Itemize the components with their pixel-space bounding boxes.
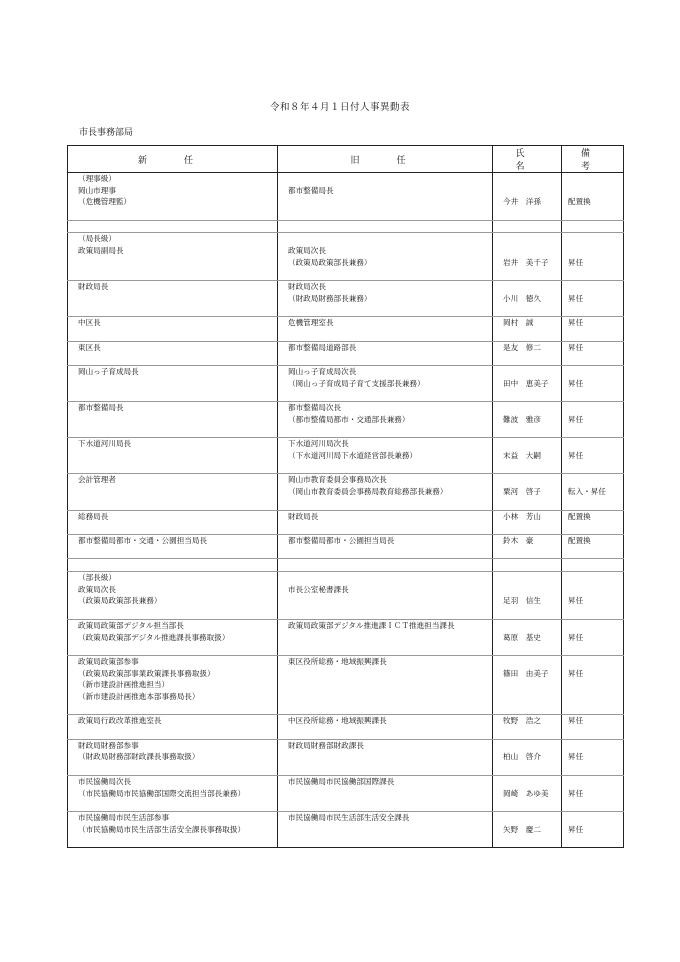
remarks-cell (562, 607, 624, 619)
table-row (68, 196, 624, 208)
name-cell: 岩井 美千子 (493, 257, 562, 269)
new-post-cell (68, 390, 278, 402)
remarks-cell (562, 329, 624, 341)
new-post-cell: 政策局副局長 (68, 245, 278, 257)
name-cell: 小川 徳久 (493, 293, 562, 305)
new-post-cell: 都市整備局長 (68, 402, 278, 414)
remarks-cell (562, 703, 624, 715)
table-row (68, 293, 624, 305)
new-post-cell: 下水道河川局長 (68, 438, 278, 450)
remarks-cell (562, 462, 624, 474)
remarks-cell: 昇任 (562, 751, 624, 763)
old-post-cell (278, 824, 493, 836)
table-row (68, 245, 624, 257)
table-row (68, 572, 624, 584)
remarks-cell (562, 763, 624, 775)
name-cell (493, 572, 562, 584)
new-post-cell (68, 208, 278, 220)
table-row (68, 632, 624, 644)
table-row (68, 208, 624, 220)
name-cell (493, 739, 562, 751)
table-row (68, 281, 624, 293)
new-post-cell: 総務局長 (68, 510, 278, 522)
old-post-cell (278, 269, 493, 281)
name-cell (493, 390, 562, 402)
table-row (68, 703, 624, 715)
new-post-cell: 政策局行政改革推進室長 (68, 715, 278, 727)
remarks-cell: 昇任 (562, 824, 624, 836)
old-post-cell: 東区役所総務・地域振興課長 (278, 655, 493, 667)
old-post-cell (278, 498, 493, 510)
name-cell: 是友 修二 (493, 341, 562, 353)
new-post-cell: 市民協働局市民生活部参事 (68, 811, 278, 823)
table-row (68, 173, 624, 185)
table-row (68, 595, 624, 607)
old-post-cell (278, 173, 493, 185)
old-post-cell (278, 763, 493, 775)
name-cell (493, 208, 562, 220)
old-post-cell: 政策局政策部デジタル推進課ＩＣＴ推進担当課長 (278, 619, 493, 631)
table-row (68, 763, 624, 775)
remarks-cell (562, 619, 624, 631)
remarks-cell (562, 835, 624, 847)
name-cell (493, 353, 562, 365)
remarks-cell: 昇任 (562, 788, 624, 800)
remarks-cell (562, 305, 624, 317)
name-cell (493, 727, 562, 739)
new-post-cell: （政策局政策部デジタル推進課長事務取扱） (68, 632, 278, 644)
old-post-cell: 都市整備局長 (278, 185, 493, 197)
name-cell: 難波 雅彦 (493, 414, 562, 426)
new-post-cell: （新市建設計画推進本部事務局長） (68, 691, 278, 703)
table-row (68, 811, 624, 823)
new-post-cell (68, 763, 278, 775)
old-post-cell: （岡山っ子育成局子育て支援部長兼務） (278, 378, 493, 390)
table-row (68, 835, 624, 847)
new-post-cell (68, 329, 278, 341)
table-row (68, 438, 624, 450)
new-post-cell: 市民協働局次長 (68, 775, 278, 787)
remarks-cell (562, 498, 624, 510)
new-post-cell: 政策局次長 (68, 584, 278, 596)
name-cell: 足羽 信生 (493, 595, 562, 607)
remarks-cell: 昇任 (562, 668, 624, 680)
old-post-cell (278, 547, 493, 559)
table-row (68, 185, 624, 197)
new-post-cell: 中区長 (68, 317, 278, 329)
remarks-cell (562, 679, 624, 691)
table-row (68, 498, 624, 510)
old-post-cell (278, 233, 493, 245)
name-cell: 田中 恵美子 (493, 378, 562, 390)
name-cell (493, 811, 562, 823)
header-old-post: 旧 任 (278, 146, 493, 173)
name-cell (493, 305, 562, 317)
remarks-cell (562, 208, 624, 220)
remarks-cell (562, 584, 624, 596)
department-name: 市長事務部局 (79, 128, 134, 138)
remarks-cell: 昇任 (562, 414, 624, 426)
new-post-cell: 会計管理者 (68, 474, 278, 486)
name-cell (493, 220, 562, 233)
remarks-cell (562, 775, 624, 787)
remarks-cell: 昇任 (562, 257, 624, 269)
table-row (68, 559, 624, 572)
table-row (68, 486, 624, 498)
new-post-cell (68, 426, 278, 438)
name-cell: 篠田 由美子 (493, 668, 562, 680)
new-post-cell: （危機管理監） (68, 196, 278, 208)
old-post-cell (278, 390, 493, 402)
new-post-cell: （理事級） (68, 173, 278, 185)
table-row (68, 584, 624, 596)
table-row (68, 390, 624, 402)
new-post-cell (68, 547, 278, 559)
new-post-cell: 財政局財務部参事 (68, 739, 278, 751)
remarks-cell: 昇任 (562, 632, 624, 644)
old-post-cell (278, 668, 493, 680)
old-post-cell (278, 691, 493, 703)
old-post-cell (278, 835, 493, 847)
new-post-cell (68, 799, 278, 811)
old-post-cell (278, 329, 493, 341)
table-header (68, 146, 624, 173)
remarks-cell (562, 366, 624, 378)
new-post-cell: （市民協働局市民生活部生活安全課長事務取扱） (68, 824, 278, 836)
new-post-cell (68, 220, 278, 233)
name-cell (493, 438, 562, 450)
remarks-cell (562, 691, 624, 703)
remarks-cell (562, 269, 624, 281)
remarks-cell (562, 522, 624, 534)
new-post-cell (68, 257, 278, 269)
table-row (68, 414, 624, 426)
remarks-cell (562, 643, 624, 655)
old-post-cell (278, 799, 493, 811)
name-cell (493, 679, 562, 691)
table-row (68, 534, 624, 546)
table-row (68, 547, 624, 559)
name-cell (493, 703, 562, 715)
remarks-cell (562, 185, 624, 197)
name-cell (493, 474, 562, 486)
table-row (68, 643, 624, 655)
name-cell (493, 619, 562, 631)
table-row (68, 824, 624, 836)
new-post-cell: 政策局政策部参事 (68, 655, 278, 667)
name-cell: 岡村 誠 (493, 317, 562, 329)
new-post-cell (68, 703, 278, 715)
name-cell (493, 643, 562, 655)
new-post-cell: （市民協働局市民協働部国際交流担当部長兼務） (68, 788, 278, 800)
remarks-cell (562, 799, 624, 811)
name-cell (493, 547, 562, 559)
name-cell (493, 584, 562, 596)
old-post-cell (278, 305, 493, 317)
name-cell (493, 763, 562, 775)
table-row (68, 366, 624, 378)
name-cell: 粟河 啓子 (493, 486, 562, 498)
remarks-cell: 配置換 (562, 510, 624, 522)
old-post-cell (278, 595, 493, 607)
remarks-cell: 昇任 (562, 317, 624, 329)
table-row (68, 510, 624, 522)
name-cell (493, 799, 562, 811)
old-post-cell: 岡山っ子育成局次長 (278, 366, 493, 378)
remarks-cell (562, 245, 624, 257)
table-row (68, 378, 624, 390)
new-post-cell (68, 414, 278, 426)
old-post-cell: （岡山市教育委員会事務局教育総務部長兼務） (278, 486, 493, 498)
old-post-cell: （都市整備局都市・交通部長兼務） (278, 414, 493, 426)
new-post-cell (68, 498, 278, 510)
old-post-cell (278, 353, 493, 365)
remarks-cell (562, 572, 624, 584)
remarks-cell (562, 402, 624, 414)
table-body (68, 173, 624, 848)
old-post-cell (278, 208, 493, 220)
remarks-cell (562, 474, 624, 486)
name-cell (493, 607, 562, 619)
name-cell (493, 329, 562, 341)
old-post-cell: 市民協働局市民協働部国際課長 (278, 775, 493, 787)
remarks-cell (562, 811, 624, 823)
new-post-cell: 政策局政策部デジタル担当部長 (68, 619, 278, 631)
name-cell (493, 281, 562, 293)
table-row (68, 788, 624, 800)
name-cell (493, 462, 562, 474)
table-row (68, 727, 624, 739)
old-post-cell (278, 727, 493, 739)
new-post-cell: （新市建設計画推進担当） (68, 679, 278, 691)
old-post-cell (278, 572, 493, 584)
new-post-cell (68, 293, 278, 305)
table-row (68, 317, 624, 329)
table-row (68, 474, 624, 486)
table-row (68, 353, 624, 365)
remarks-cell (562, 173, 624, 185)
remarks-cell (562, 559, 624, 572)
name-cell (493, 835, 562, 847)
header-name: 氏 名 (493, 146, 562, 173)
old-post-cell: 市民協働局市民生活部生活安全課長 (278, 811, 493, 823)
old-post-cell: （政策局政策部長兼務） (278, 257, 493, 269)
name-cell: 鈴木 豪 (493, 534, 562, 546)
old-post-cell: 危機管理室長 (278, 317, 493, 329)
remarks-cell (562, 655, 624, 667)
name-cell: 末益 大嗣 (493, 450, 562, 462)
new-post-cell (68, 450, 278, 462)
table-row (68, 679, 624, 691)
new-post-cell (68, 486, 278, 498)
table-row (68, 462, 624, 474)
table-row (68, 691, 624, 703)
name-cell (493, 402, 562, 414)
table-row (68, 739, 624, 751)
name-cell (493, 366, 562, 378)
remarks-cell: 昇任 (562, 378, 624, 390)
remarks-cell (562, 438, 624, 450)
name-cell: 小林 芳山 (493, 510, 562, 522)
table-row (68, 426, 624, 438)
remarks-cell: 昇任 (562, 450, 624, 462)
name-cell (493, 185, 562, 197)
old-post-cell: 都市整備局都市・公園担当局長 (278, 534, 493, 546)
table-row (68, 655, 624, 667)
remarks-cell: 配置換 (562, 196, 624, 208)
remarks-cell: 配置換 (562, 534, 624, 546)
table-row (68, 341, 624, 353)
old-post-cell (278, 607, 493, 619)
table-row (68, 619, 624, 631)
name-cell (493, 245, 562, 257)
old-post-cell (278, 522, 493, 534)
new-post-cell: （部長級） (68, 572, 278, 584)
new-post-cell (68, 727, 278, 739)
old-post-cell: 政策局次長 (278, 245, 493, 257)
new-post-cell (68, 835, 278, 847)
old-post-cell (278, 703, 493, 715)
table-row (68, 751, 624, 763)
header-remarks: 備 考 (562, 146, 624, 173)
old-post-cell (278, 632, 493, 644)
name-cell (493, 269, 562, 281)
new-post-cell (68, 378, 278, 390)
old-post-cell: 岡山市教育委員会事務局次長 (278, 474, 493, 486)
remarks-cell (562, 547, 624, 559)
table-row (68, 775, 624, 787)
remarks-cell (562, 426, 624, 438)
name-cell: 岡崎 あゆ美 (493, 788, 562, 800)
new-post-cell: 都市整備局都市・交通・公園担当局長 (68, 534, 278, 546)
personnel-table (67, 145, 628, 848)
old-post-cell (278, 462, 493, 474)
name-cell (493, 775, 562, 787)
remarks-cell: 昇任 (562, 715, 624, 727)
old-post-cell (278, 788, 493, 800)
old-post-cell: 都市整備局道路部長 (278, 341, 493, 353)
table-row (68, 607, 624, 619)
remarks-cell: 転入・昇任 (562, 486, 624, 498)
header-new-post: 新 任 (68, 146, 278, 173)
new-post-cell (68, 607, 278, 619)
old-post-cell: 財政局長 (278, 510, 493, 522)
new-post-cell: （政策局政策部事業政策課長事務取扱） (68, 668, 278, 680)
remarks-cell (562, 739, 624, 751)
new-post-cell: （局長級） (68, 233, 278, 245)
name-cell: 今井 洋孫 (493, 196, 562, 208)
name-cell (493, 559, 562, 572)
remarks-cell (562, 220, 624, 233)
remarks-cell (562, 281, 624, 293)
name-cell: 牧野 浩之 (493, 715, 562, 727)
table-row (68, 220, 624, 233)
name-cell: 矢野 慶二 (493, 824, 562, 836)
name-cell (493, 522, 562, 534)
new-post-cell: 財政局長 (68, 281, 278, 293)
old-post-cell (278, 751, 493, 763)
new-post-cell: （財政局財務部財政課長事務取扱） (68, 751, 278, 763)
old-post-cell: （財政局財務部長兼務） (278, 293, 493, 305)
old-post-cell (278, 559, 493, 572)
new-post-cell: 岡山市理事 (68, 185, 278, 197)
name-cell (493, 691, 562, 703)
old-post-cell: 下水道河川局次長 (278, 438, 493, 450)
table-row (68, 233, 624, 245)
name-cell (493, 426, 562, 438)
old-post-cell: 中区役所総務・地域振興課長 (278, 715, 493, 727)
new-post-cell: 東区長 (68, 341, 278, 353)
old-post-cell (278, 643, 493, 655)
new-post-cell (68, 353, 278, 365)
old-post-cell: 都市整備局次長 (278, 402, 493, 414)
old-post-cell (278, 196, 493, 208)
document-title: 令和８年４月１日付人事異動表 (269, 102, 410, 113)
old-post-cell (278, 426, 493, 438)
table-row (68, 715, 624, 727)
new-post-cell (68, 462, 278, 474)
name-cell (493, 233, 562, 245)
remarks-cell (562, 390, 624, 402)
table-row (68, 450, 624, 462)
new-post-cell (68, 559, 278, 572)
old-post-cell: 財政局次長 (278, 281, 493, 293)
remarks-cell (562, 233, 624, 245)
remarks-cell: 昇任 (562, 341, 624, 353)
old-post-cell: （下水道河川局下水道経営部長兼務） (278, 450, 493, 462)
table-row (68, 305, 624, 317)
name-cell (493, 655, 562, 667)
remarks-cell: 昇任 (562, 595, 624, 607)
table-row (68, 668, 624, 680)
new-post-cell: 岡山っ子育成局長 (68, 366, 278, 378)
name-cell (493, 173, 562, 185)
name-cell: 葛原 基史 (493, 632, 562, 644)
remarks-cell: 昇任 (562, 293, 624, 305)
new-post-cell (68, 522, 278, 534)
new-post-cell (68, 305, 278, 317)
new-post-cell (68, 269, 278, 281)
old-post-cell (278, 220, 493, 233)
remarks-cell (562, 353, 624, 365)
new-post-cell: （政策局政策部長兼務） (68, 595, 278, 607)
old-post-cell (278, 679, 493, 691)
table-row (68, 329, 624, 341)
table-row (68, 402, 624, 414)
table-row (68, 257, 624, 269)
table-row (68, 799, 624, 811)
old-post-cell: 財政局財務部財政課長 (278, 739, 493, 751)
new-post-cell (68, 643, 278, 655)
table-row (68, 522, 624, 534)
remarks-cell (562, 727, 624, 739)
name-cell (493, 498, 562, 510)
name-cell: 柏山 啓介 (493, 751, 562, 763)
table-row (68, 269, 624, 281)
old-post-cell: 市長公室秘書課長 (278, 584, 493, 596)
